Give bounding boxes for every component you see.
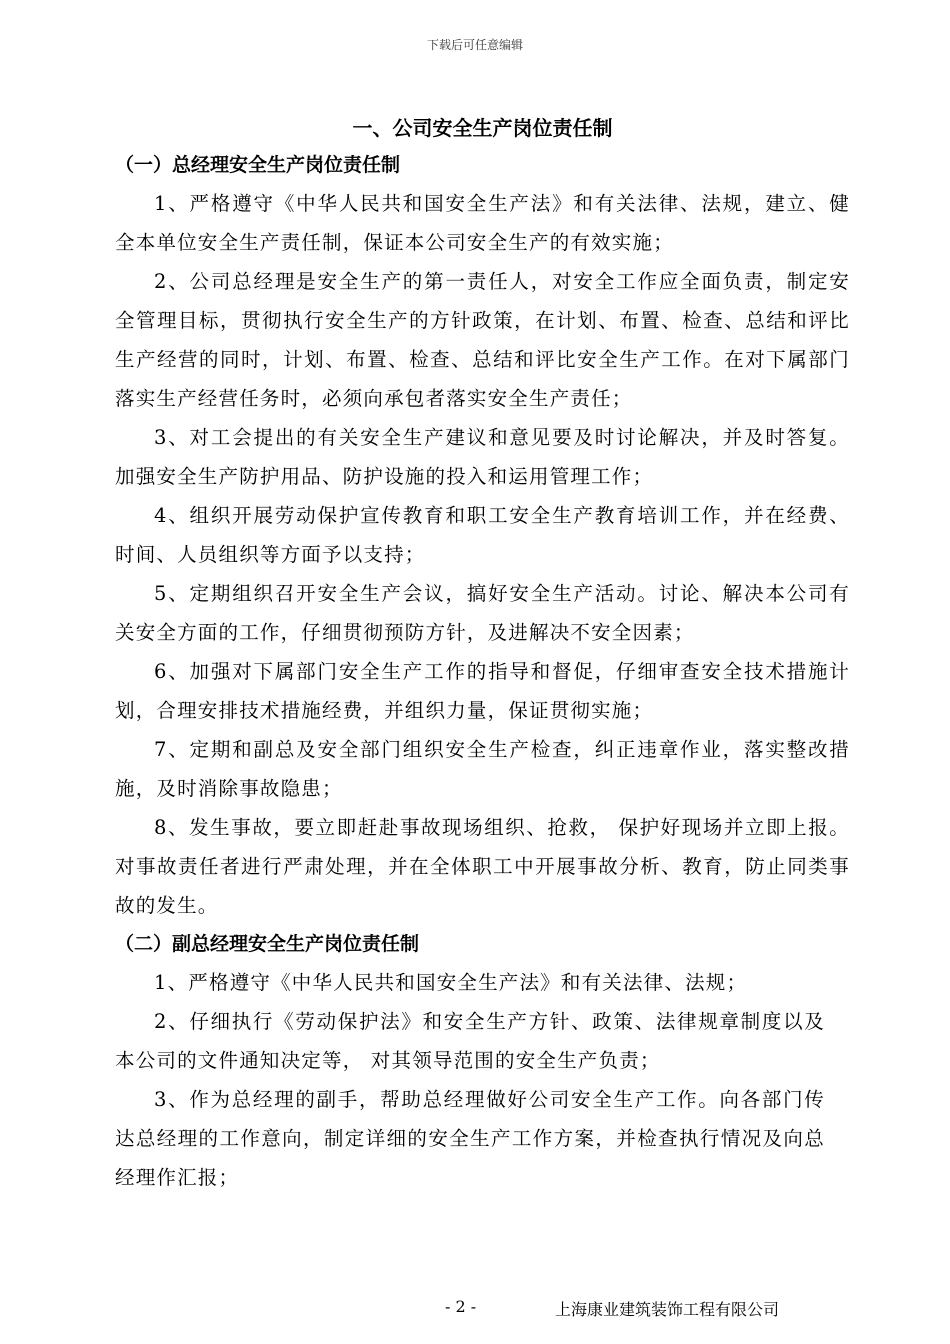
paragraph: 8、发生事故，要立即赶赴事故现场组织、抢救， 保护好现场并立即上报。对事故责任者进行严肃处理，并在全体职工中开展事故分析、教育，防止同类事故的发生。	[115, 816, 850, 917]
section-deputy-general-manager	[115, 925, 850, 1197]
paragraph: 5、定期组织召开安全生产会议，搞好安全生产活动。讨论、解决本公司有关安全方面的工作，仔细贯彻预防方针，及进解决不安全因素；	[115, 582, 850, 644]
paragraph: 2、公司总经理是安全生产的第一责任人，对安全工作应全面负责，制定安全管理目标，贯彻执行安全生产的方针政策，在计划、布置、检查、总结和评比生产经营的同时，计划、布置、检查、总结和评比安全生产工作。在对下属部门落实生产经营任务时，必须向承包者落实安全生产责任；	[115, 270, 850, 410]
paragraph: 3、对工会提出的有关安全生产建议和意见要及时讨论解决，并及时答复。加强安全生产防护用品、防护设施的投入和运用管理工作；	[115, 426, 850, 488]
paragraph: 4、组织开展劳动保护宣传教育和职工安全生产教育培训工作，并在经费、时间、人员组织等方面予以支持；	[115, 504, 850, 566]
company-name: 上海康业建筑装饰工程有限公司	[555, 1300, 780, 1319]
page-header-note: 下载后可任意编辑	[426, 38, 523, 52]
paragraph: 7、定期和副总及安全部门组织安全生产检查，纠正违章作业，落实整改措施，及时消除事故隐患；	[115, 738, 850, 800]
section-general-manager	[115, 146, 850, 925]
paragraph: 6、加强对下属部门安全生产工作的指导和督促，仔细审查安全技术措施计划，合理安排技术措施经费，并组织力量，保证贯彻实施；	[115, 660, 850, 722]
paragraph: 2、仔细执行《劳动保护法》和安全生产方针、政策、法律规章制度以及本公司的文件通知决定等， 对其领导范围的安全生产负责；	[115, 1010, 825, 1072]
section-heading: （二）副总经理安全生产岗位责任制	[115, 933, 420, 955]
section-heading: （一）总经理安全生产岗位责任制	[115, 154, 401, 176]
paragraph: 1、严格遵守《中华人民共和国安全生产法》和有关法律、法规；	[154, 971, 748, 994]
paragraph: 3、作为总经理的副手，帮助总经理做好公司安全生产工作。向各部门传达总经理的工作意向，制定详细的安全生产工作方案，并检查执行情况及向总经理作汇报；	[115, 1088, 825, 1189]
document-title: 一、公司安全生产岗位责任制	[352, 116, 613, 140]
page-number: - 2 -	[445, 1297, 477, 1316]
document-body	[115, 110, 850, 1197]
paragraph: 1、严格遵守《中华人民共和国安全生产法》和有关法律、法规，建立、健全本单位安全生产责任制，保证本公司安全生产的有效实施；	[115, 192, 850, 254]
